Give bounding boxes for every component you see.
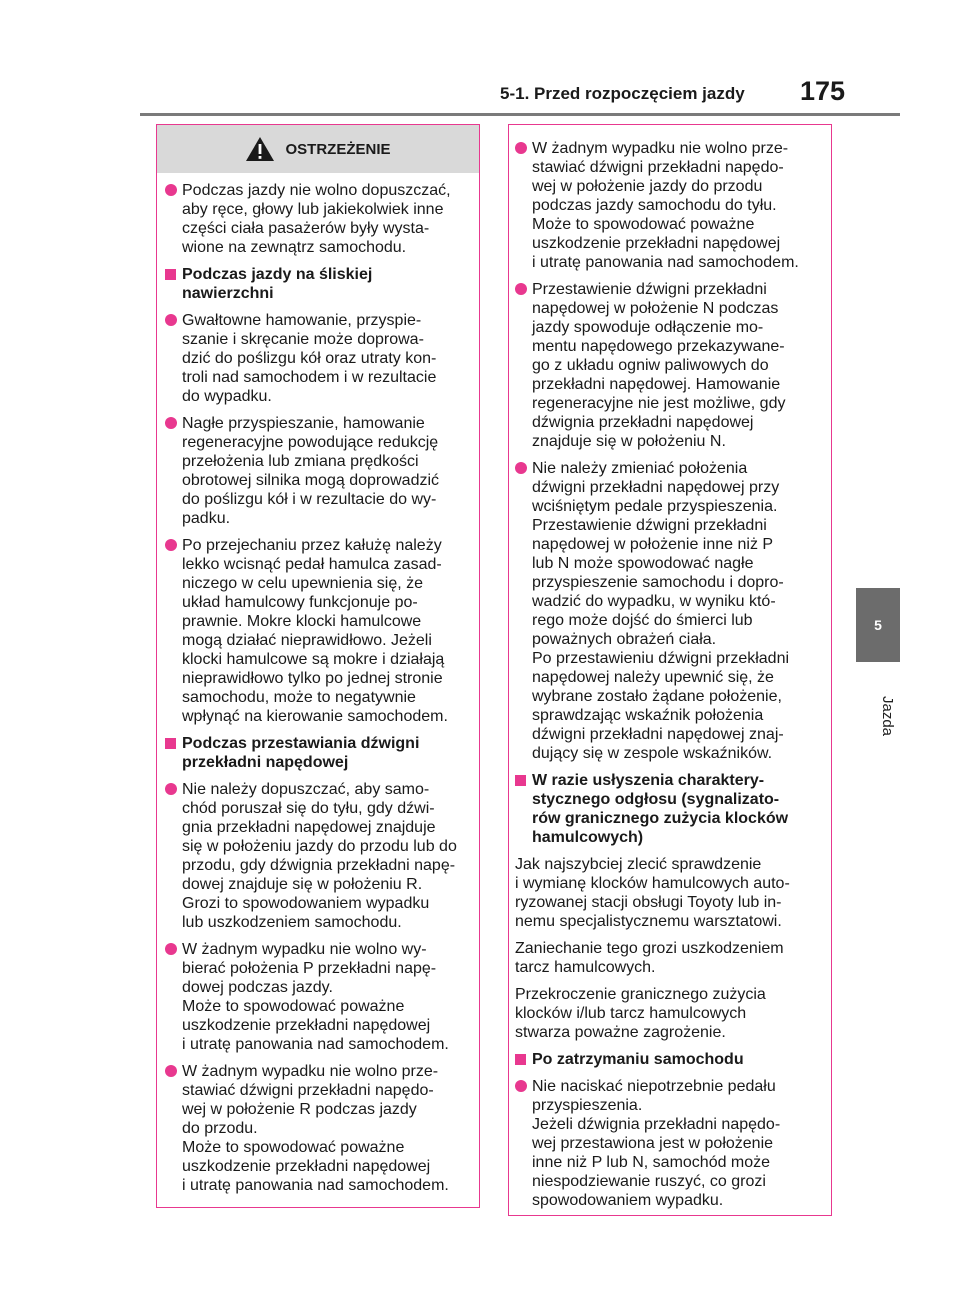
text-line: regeneracyjne powodujące redukcję: [182, 434, 439, 451]
text-line: przekładni napędowej: [182, 754, 349, 771]
text-line: dujący się w zespole wskaźników.: [532, 745, 773, 762]
text-line: W żadnym wypadku nie wolno wy-: [182, 941, 427, 958]
text-line: inne niż P lub N, samochód może: [532, 1154, 771, 1171]
text-line: i wymianę klocków hamulcowych auto-: [515, 875, 790, 892]
text-line: przyspieszenia.: [532, 1097, 643, 1114]
text-line: do przodu.: [182, 1120, 258, 1137]
text-line: niespodziewanie ruszyć, co grozi: [532, 1173, 766, 1190]
section-heading: [165, 265, 473, 303]
text-line: Przestawienie dźwigni przekładni: [532, 281, 767, 298]
text-line: i utratę panowania nad samochodem.: [182, 1177, 449, 1194]
warning-content: [165, 181, 473, 1195]
text-line: samochodu, może to negatywnie: [182, 689, 416, 706]
text-line: Po przejechaniu przez kałużę należy: [182, 537, 442, 554]
text-line: spowodowaniem wypadku.: [532, 1192, 724, 1209]
text-line: Podczas jazdy na śliskiej: [182, 266, 373, 283]
bullet-item: [515, 139, 825, 272]
bullet-dot-icon: [515, 142, 527, 154]
text-line: nemu specjalistycznemu warsztatowi.: [515, 913, 782, 930]
page-number: 175: [800, 76, 846, 106]
text-line: przyspieszenie samochodu i dopro-: [532, 574, 784, 591]
bullet-dot-icon: [165, 943, 177, 955]
bullet-dot-icon: [165, 783, 177, 795]
paragraph: [515, 855, 825, 931]
text-line: wciśniętym pedale przyspieszenia.: [532, 498, 778, 515]
text-line: napędowej w położenie N podczas: [532, 300, 779, 317]
text-line: obrotowej silnika mogą doprowadzić: [182, 472, 440, 489]
warning-box: [156, 124, 480, 1208]
chapter-tab-label: Jazda: [879, 695, 896, 737]
text-line: Po zatrzymaniu samochodu: [532, 1051, 744, 1068]
bullet-dot-icon: [515, 462, 527, 474]
text-line: uszkodzenie przekładni napędowej: [532, 235, 781, 252]
text-line: stawiać dźwigni przekładni napędo-: [182, 1082, 434, 1099]
text-line: uszkodzenie przekładni napędowej: [182, 1017, 431, 1034]
heading-square-icon: [165, 738, 176, 749]
bullet-item: [165, 311, 473, 406]
text-line: i utratę panowania nad samochodem.: [532, 254, 799, 271]
text-line: uszkodzenie przekładni napędowej: [182, 1158, 431, 1175]
text-line: go z układu ogniw paliwowych do: [532, 357, 769, 374]
warning-box-continued: [508, 124, 832, 1216]
section-heading: [165, 734, 473, 772]
text-line: i utratę panowania nad samochodem.: [182, 1036, 449, 1053]
text-line: sprawdzając wskaźnik położenia: [532, 707, 764, 724]
text-line: rów granicznego zużycia klocków: [532, 810, 789, 827]
text-line: Może to spowodować poważne: [182, 998, 405, 1015]
text-line: wej w położenie R podczas jazdy: [182, 1101, 417, 1118]
bullet-item: [165, 1062, 473, 1195]
paragraph: [515, 939, 825, 977]
text-line: troli nad samochodem i w rezultacie: [182, 369, 437, 386]
bullet-item: [515, 1077, 825, 1210]
heading-square-icon: [515, 775, 526, 786]
text-line: Przekroczenie granicznego zużycia: [515, 986, 766, 1003]
text-line: lekko wcisnąć pedał hamulca zasad-: [182, 556, 442, 573]
text-line: części ciała pasażerów były wysta-: [182, 220, 430, 237]
bullet-dot-icon: [515, 283, 527, 295]
text-line: gnia przekładni napędowej znajduje: [182, 819, 436, 836]
bullet-item: [515, 459, 825, 763]
text-line: Podczas przestawiania dźwigni: [182, 735, 420, 752]
text-line: wadzić do wypadku, w wyniku któ-: [532, 593, 776, 610]
text-line: Po przestawieniu dźwigni przekładni: [532, 650, 790, 667]
text-line: klocków i/lub tarcz hamulcowych: [515, 1005, 747, 1022]
text-line: dowej znajduje się w położeniu R.: [182, 876, 423, 893]
text-line: przekładni napędowej. Hamowanie: [532, 376, 781, 393]
text-line: dzić do poślizgu kół oraz utraty kon-: [182, 350, 437, 367]
text-line: przełożenia lub zmiana prędkości: [182, 453, 419, 470]
bullet-dot-icon: [515, 1080, 527, 1092]
text-line: poważnych obrażeń ciała.: [532, 631, 717, 648]
text-line: dźwigni przekładni napędowej znaj-: [532, 726, 784, 743]
text-line: aby ręce, głowy lub jakiekolwiek inne: [182, 201, 444, 218]
text-line: ryzowanej stacji obsługi Toyoty lub in-: [515, 894, 782, 911]
text-line: wybrane zostało żądane położenie,: [532, 688, 782, 705]
text-line: Może to spowodować poważne: [532, 216, 755, 233]
text-line: napędowej należy upewnić się, że: [532, 669, 774, 686]
text-line: tarcz hamulcowych.: [515, 959, 656, 976]
text-line: Przestawienie dźwigni przekładni: [532, 517, 767, 534]
text-line: dźwigni przekładni napędowej przy: [532, 479, 780, 496]
chapter-header: 5-1. Przed rozpoczęciem jazdy: [500, 84, 745, 103]
text-line: napędowej w położenie inne niż P: [532, 536, 774, 553]
bullet-item: [165, 536, 473, 726]
text-line: wej przestawiona jest w położenie: [532, 1135, 774, 1152]
continued-content: [515, 139, 825, 1210]
text-line: Jak najszybciej zlecić sprawdzenie: [515, 856, 762, 873]
text-line: regeneracyjne nie jest możliwe, gdy: [532, 395, 786, 412]
text-line: podczas jazdy samochodu do tyłu.: [532, 197, 777, 214]
text-line: Nie naciskać niepotrzebnie pedału: [532, 1078, 776, 1095]
text-line: Nie należy zmieniać położenia: [532, 460, 748, 477]
text-line: dźwignia przekładni napędowej: [532, 414, 754, 431]
text-line: klocki hamulcowe są mokre i działają: [182, 651, 445, 668]
text-line: przodu, gdy dźwignia przekładni napę-: [182, 857, 456, 874]
heading-square-icon: [515, 1054, 526, 1065]
text-line: Grozi to spowodowaniem wypadku: [182, 895, 430, 912]
text-line: W żadnym wypadku nie wolno prze-: [182, 1063, 439, 1080]
bullet-item: [165, 940, 473, 1054]
text-line: stawiać dźwigni przekładni napędo-: [532, 159, 784, 176]
text-line: niczego w celu upewnienia się, że: [182, 575, 424, 592]
text-line: do poślizgu kół i w rezultacie do wy-: [182, 491, 437, 508]
text-line: układ hamulcowy funkcjonuje po-: [182, 594, 418, 611]
text-line: mentu napędowego przekazywane-: [532, 338, 785, 355]
text-line: padku.: [182, 510, 231, 527]
text-line: wpłynąć na kierowanie samochodem.: [182, 708, 448, 725]
text-line: wej w położenie jazdy do przodu: [532, 178, 763, 195]
text-line: Nagłe przyspieszanie, hamowanie: [182, 415, 425, 432]
text-line: hamulcowych): [532, 829, 644, 846]
bullet-dot-icon: [165, 417, 177, 429]
bullet-item: [165, 181, 473, 257]
text-line: jazdy spowoduje odłączenie mo-: [532, 319, 764, 336]
chapter-tab[interactable]: 5: [856, 588, 900, 662]
warning-header: [157, 125, 479, 173]
text-line: wione na zewnątrz samochodu.: [182, 239, 407, 256]
text-line: Nie należy dopuszczać, aby samo-: [182, 781, 430, 798]
section-heading: [515, 1050, 825, 1069]
text-line: do wypadku.: [182, 388, 272, 405]
text-line: prawnie. Mokre klocki hamulcowe: [182, 613, 422, 630]
text-line: Podczas jazdy nie wolno dopuszczać,: [182, 182, 451, 199]
bullet-dot-icon: [165, 184, 177, 196]
text-line: Gwałtowne hamowanie, przyspie-: [182, 312, 422, 329]
text-line: W razie usłyszenia charaktery-: [532, 772, 765, 789]
header-divider: [140, 113, 900, 116]
text-line: lub N może spowodować nagłe: [532, 555, 754, 572]
text-line: Może to spowodować poważne: [182, 1139, 405, 1156]
bullet-item: [165, 780, 473, 932]
text-line: W żadnym wypadku nie wolno prze-: [532, 140, 789, 157]
warning-title: OSTRZEŻENIE: [285, 140, 391, 158]
text-line: bierać położenia P przekładni napę-: [182, 960, 437, 977]
text-line: lub uszkodzeniem samochodu.: [182, 914, 402, 931]
bullet-dot-icon: [165, 539, 177, 551]
bullet-dot-icon: [165, 314, 177, 326]
bullet-dot-icon: [165, 1065, 177, 1077]
warning-triangle-icon: [245, 136, 275, 162]
text-line: Zaniechanie tego grozi uszkodzeniem: [515, 940, 784, 957]
text-line: nawierzchni: [182, 285, 274, 302]
text-line: mogą działać nieprawidłowo. Jeżeli: [182, 632, 432, 649]
text-line: dowej podczas jazdy.: [182, 979, 333, 996]
text-line: chód poruszał się do tyłu, gdy dźwi-: [182, 800, 435, 817]
heading-square-icon: [165, 269, 176, 280]
paragraph: [515, 985, 825, 1042]
text-line: nieprawidłowo tylko po jednej stronie: [182, 670, 443, 687]
text-line: znajduje się w położeniu N.: [532, 433, 726, 450]
bullet-item: [165, 414, 473, 528]
text-line: szanie i skręcanie może doprowa-: [182, 331, 424, 348]
section-heading: [515, 771, 825, 847]
text-line: się w położeniu jazdy do przodu lub do: [182, 838, 457, 855]
text-line: Jeżeli dźwignia przekładni napędo-: [532, 1116, 781, 1133]
text-line: stwarza poważne zagrożenie.: [515, 1024, 726, 1041]
text-line: rego może dojść do śmierci lub: [532, 612, 753, 629]
text-line: stycznego odgłosu (sygnalizato-: [532, 791, 780, 808]
bullet-item: [515, 280, 825, 451]
